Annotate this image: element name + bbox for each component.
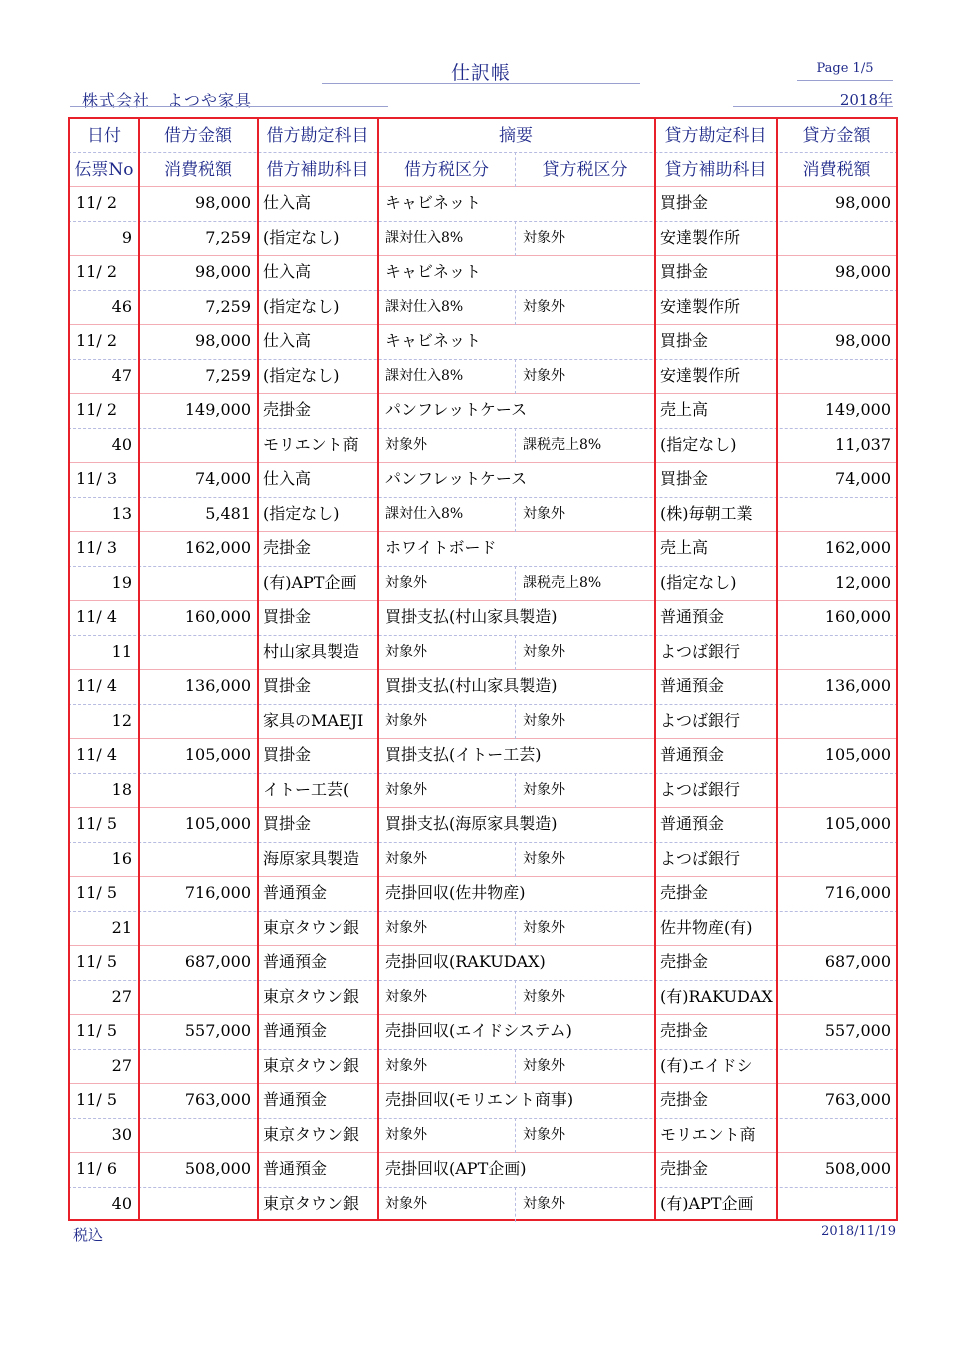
entry-debit-tax [139, 842, 251, 876]
entry-credit-account: 買掛金 [660, 331, 709, 350]
entry-credit-sub: (有)APT企画 [660, 1194, 754, 1213]
entry-summary: 買掛支払(村山家具製造) [385, 676, 558, 695]
entry-debit-sub: 東京タウン銀 [263, 918, 360, 937]
entry-credit-account: 普通預金 [660, 745, 725, 764]
entry-debit-account: 仕入高 [263, 469, 312, 488]
tax-class-divider [515, 497, 516, 532]
entry-debit-account: 普通預金 [263, 952, 328, 971]
entry-credit-account: 買掛金 [660, 262, 709, 281]
entry-debit-amount: 162,000 [184, 538, 251, 557]
col-header-debit-tax: 消費税額 [164, 160, 232, 180]
entry-credit-tax-class: 対象外 [523, 1058, 565, 1074]
col-header-debit-tax-class: 借方税区分 [404, 160, 489, 180]
report-title: 仕訳帳 [450, 62, 511, 84]
column-divider [257, 117, 259, 1221]
entry-slip-no: 12 [111, 711, 132, 730]
entry-credit-tax [777, 773, 891, 807]
entry-date: 11/ 3 [76, 538, 118, 557]
entry-debit-tax [139, 1187, 251, 1221]
entry-debit-tax [139, 773, 251, 807]
entry-summary: 買掛支払(村山家具製造) [385, 607, 558, 626]
entry-date: 11/ 5 [76, 952, 118, 971]
printed-date: 2018/11/19 [821, 1224, 896, 1239]
entry-credit-amount: 763,000 [824, 1090, 891, 1109]
entry-slip-no: 40 [111, 1194, 132, 1213]
entry-debit-amount: 98,000 [195, 331, 251, 350]
entry-date: 11/ 6 [76, 1159, 118, 1178]
entry-credit-sub: (有)エイドシ [660, 1056, 753, 1075]
tax-class-divider [515, 635, 516, 670]
entry-summary: パンフレットケース [385, 469, 528, 488]
entry-debit-amount: 136,000 [184, 676, 251, 695]
tax-mode-label: 税込 [73, 1226, 104, 1244]
entry-debit-amount: 508,000 [184, 1159, 251, 1178]
entry-credit-tax: 12,000 [835, 573, 891, 592]
entry-debit-sub: (指定なし) [263, 504, 340, 523]
entry-credit-sub: モリエント商 [660, 1125, 756, 1144]
entry-credit-tax [777, 1049, 891, 1083]
entry-credit-amount: 136,000 [824, 676, 891, 695]
entry-debit-account: 買掛金 [263, 745, 312, 764]
entry-debit-sub: (有)APT企画 [263, 573, 357, 592]
entry-credit-tax [777, 290, 891, 324]
entry-debit-amount: 687,000 [184, 952, 251, 971]
fiscal-year: 2018年 [839, 91, 893, 109]
entry-debit-amount: 160,000 [184, 607, 251, 626]
entry-credit-sub: (指定なし) [660, 573, 737, 592]
entry-debit-sub: モリエント商 [263, 435, 359, 454]
entry-credit-tax-class: 対象外 [523, 713, 565, 729]
entry-credit-tax-class: 課税売上8% [523, 575, 602, 591]
entry-debit-amount: 98,000 [195, 262, 251, 281]
entry-summary: ホワイトボード [385, 538, 497, 557]
entry-debit-amount: 105,000 [184, 814, 251, 833]
entry-debit-tax [139, 704, 251, 738]
entry-debit-tax-class: 対象外 [385, 782, 427, 798]
col-header-credit-tax: 消費税額 [802, 160, 871, 180]
entry-credit-amount: 105,000 [824, 814, 891, 833]
entry-credit-account: 普通預金 [660, 814, 725, 833]
col-header-date: 日付 [87, 126, 121, 146]
entry-debit-sub: (指定なし) [263, 297, 340, 316]
tax-class-divider [515, 980, 516, 1015]
entry-debit-sub: 東京タウン銀 [263, 1194, 360, 1213]
entry-debit-sub: 家具のMAEJI [263, 711, 364, 730]
entry-credit-amount: 716,000 [824, 883, 891, 902]
entry-summary: 売掛回収(佐井物産) [385, 883, 526, 902]
entry-debit-tax-class: 対象外 [385, 575, 427, 591]
entry-debit-tax: 7,259 [205, 297, 251, 316]
entry-debit-account: 買掛金 [263, 607, 312, 626]
entry-credit-tax [777, 842, 891, 876]
entry-credit-sub: (有)RAKUDAX [660, 987, 773, 1006]
entry-debit-account: 買掛金 [263, 814, 312, 833]
entry-debit-tax [139, 635, 251, 669]
entry-credit-sub: よつば銀行 [660, 780, 741, 799]
entry-debit-tax [139, 428, 251, 462]
entry-date: 11/ 5 [76, 814, 118, 833]
col-header-debit-amount: 借方金額 [164, 126, 232, 146]
tax-class-divider [515, 221, 516, 256]
entry-debit-tax-class: 対象外 [385, 713, 427, 729]
entry-slip-no: 13 [111, 504, 132, 523]
entry-debit-sub: (指定なし) [263, 366, 340, 385]
entry-debit-tax-class: 対象外 [385, 1127, 427, 1143]
tax-class-divider [515, 773, 516, 808]
entry-summary: キャビネット [385, 193, 482, 212]
entry-debit-tax: 7,259 [205, 228, 251, 247]
company-underline [70, 106, 388, 107]
entry-credit-tax [777, 635, 891, 669]
entry-credit-tax [777, 704, 891, 738]
entry-summary: キャビネット [385, 331, 482, 350]
entry-date: 11/ 3 [76, 469, 118, 488]
entry-credit-tax-class: 対象外 [523, 299, 565, 315]
tax-class-divider [515, 1118, 516, 1153]
entry-slip-no: 47 [111, 366, 132, 385]
entry-credit-amount: 557,000 [824, 1021, 891, 1040]
entry-date: 11/ 5 [76, 1090, 118, 1109]
entry-credit-tax-class: 対象外 [523, 644, 565, 660]
entry-slip-no: 18 [111, 780, 132, 799]
entry-debit-amount: 74,000 [195, 469, 251, 488]
column-divider [654, 117, 656, 1221]
entry-credit-tax-class: 対象外 [523, 1196, 565, 1212]
tax-class-divider [515, 704, 516, 739]
entry-credit-sub: (株)毎朝工業 [660, 504, 753, 523]
entry-debit-amount: 105,000 [184, 745, 251, 764]
entry-debit-sub: 東京タウン銀 [263, 987, 360, 1006]
entry-credit-sub: 佐井物産(有) [660, 918, 753, 937]
entry-debit-account: 普通預金 [263, 883, 328, 902]
company-name: 株式会社 よつや家具 [82, 91, 253, 110]
entry-summary: パンフレットケース [385, 400, 528, 419]
entry-debit-tax-class: 課対仕入8% [385, 506, 464, 522]
entry-slip-no: 19 [111, 573, 132, 592]
entry-credit-tax [777, 1187, 891, 1221]
entry-debit-tax-class: 対象外 [385, 851, 427, 867]
entry-debit-tax [139, 1049, 251, 1083]
entry-credit-sub: 安達製作所 [660, 366, 741, 385]
entry-summary: 売掛回収(RAKUDAX) [385, 952, 546, 971]
entry-date: 11/ 2 [76, 193, 118, 212]
col-header-debit-account: 借方勘定科目 [266, 126, 369, 146]
entry-credit-sub: よつば銀行 [660, 849, 741, 868]
entry-summary: 売掛回収(エイドシステム) [385, 1021, 572, 1040]
tax-class-divider [515, 359, 516, 394]
entry-credit-amount: 74,000 [835, 469, 891, 488]
entry-credit-account: 買掛金 [660, 469, 709, 488]
journal-table [68, 117, 898, 1221]
entry-date: 11/ 5 [76, 1021, 118, 1040]
entry-slip-no: 40 [111, 435, 132, 454]
entry-debit-sub: 東京タウン銀 [263, 1056, 360, 1075]
entry-credit-account: 普通預金 [660, 607, 725, 626]
entry-date: 11/ 4 [76, 745, 118, 764]
entry-debit-tax [139, 566, 251, 600]
entry-debit-sub: (指定なし) [263, 228, 340, 247]
entry-credit-account: 売上高 [660, 538, 709, 557]
entry-slip-no: 27 [111, 1056, 132, 1075]
entry-credit-tax [777, 221, 891, 255]
col-header-summary: 摘要 [499, 126, 533, 146]
entry-debit-account: 普通預金 [263, 1159, 328, 1178]
entry-credit-tax-class: 対象外 [523, 506, 565, 522]
page-underline [797, 80, 893, 81]
entry-credit-amount: 98,000 [835, 193, 891, 212]
col-header-credit-amount: 貸方金額 [802, 126, 871, 146]
entry-date: 11/ 4 [76, 676, 118, 695]
entry-debit-tax [139, 911, 251, 945]
entry-credit-account: 売上高 [660, 400, 709, 419]
entry-debit-account: 仕入高 [263, 262, 312, 281]
entry-debit-amount: 149,000 [184, 400, 251, 419]
entry-debit-amount: 98,000 [195, 193, 251, 212]
entry-debit-sub: 東京タウン銀 [263, 1125, 360, 1144]
entry-slip-no: 21 [111, 918, 132, 937]
entry-summary: キャビネット [385, 262, 482, 281]
tax-class-divider [515, 1187, 516, 1222]
entry-debit-account: 仕入高 [263, 193, 312, 212]
entry-credit-tax-class: 対象外 [523, 1127, 565, 1143]
entry-credit-tax [777, 980, 891, 1014]
entry-debit-amount: 557,000 [184, 1021, 251, 1040]
entry-credit-amount: 162,000 [824, 538, 891, 557]
entry-summary: 売掛回収(APT企画) [385, 1159, 527, 1178]
title-underline [322, 83, 640, 84]
entry-credit-tax-class: 対象外 [523, 920, 565, 936]
entry-debit-sub: 村山家具製造 [263, 642, 360, 661]
entry-credit-sub: よつば銀行 [660, 711, 741, 730]
entry-debit-tax [139, 1118, 251, 1152]
entry-debit-sub: イトー工芸( [263, 780, 350, 799]
entry-slip-no: 46 [111, 297, 132, 316]
entry-debit-tax-class: 対象外 [385, 437, 427, 453]
entry-credit-account: 売掛金 [660, 1159, 709, 1178]
tax-class-divider [515, 290, 516, 325]
entry-slip-no: 9 [121, 228, 132, 247]
entry-debit-account: 普通預金 [263, 1090, 328, 1109]
entry-debit-tax-class: 課対仕入8% [385, 230, 464, 246]
entry-debit-account: 普通預金 [263, 1021, 328, 1040]
entry-credit-amount: 98,000 [835, 331, 891, 350]
entry-credit-account: 売掛金 [660, 883, 709, 902]
entry-debit-amount: 716,000 [184, 883, 251, 902]
entry-date: 11/ 5 [76, 883, 118, 902]
entry-credit-amount: 98,000 [835, 262, 891, 281]
entry-credit-amount: 105,000 [824, 745, 891, 764]
entry-credit-account: 買掛金 [660, 193, 709, 212]
entry-summary: 買掛支払(イトー工芸) [385, 745, 542, 764]
entry-credit-tax-class: 課税売上8% [523, 437, 602, 453]
entry-debit-tax-class: 対象外 [385, 1196, 427, 1212]
entry-debit-sub: 海原家具製造 [263, 849, 360, 868]
entry-credit-account: 売掛金 [660, 952, 709, 971]
entry-credit-account: 売掛金 [660, 1021, 709, 1040]
entry-credit-tax [777, 1118, 891, 1152]
col-header-slip-no: 伝票No [74, 160, 134, 180]
tax-class-divider [515, 428, 516, 463]
entry-debit-amount: 763,000 [184, 1090, 251, 1109]
entry-slip-no: 27 [111, 987, 132, 1006]
entry-debit-tax: 7,259 [205, 366, 251, 385]
tax-class-divider [515, 566, 516, 601]
entry-slip-no: 16 [111, 849, 132, 868]
page-indicator: Page 1/5 [816, 61, 874, 76]
entry-credit-amount: 149,000 [824, 400, 891, 419]
entry-credit-tax: 11,037 [835, 435, 891, 454]
entry-credit-amount: 508,000 [824, 1159, 891, 1178]
entry-credit-amount: 687,000 [824, 952, 891, 971]
entry-debit-tax-class: 対象外 [385, 644, 427, 660]
entry-credit-tax [777, 497, 891, 531]
entry-credit-tax-class: 対象外 [523, 782, 565, 798]
entry-credit-amount: 160,000 [824, 607, 891, 626]
entry-debit-tax-class: 対象外 [385, 920, 427, 936]
entry-debit-tax-class: 対象外 [385, 1058, 427, 1074]
entry-slip-no: 30 [111, 1125, 132, 1144]
tax-class-divider [515, 842, 516, 877]
entry-summary: 買掛支払(海原家具製造) [385, 814, 558, 833]
entry-credit-tax [777, 359, 891, 393]
entry-slip-no: 11 [111, 642, 132, 661]
entry-date: 11/ 2 [76, 331, 118, 350]
entry-summary: 売掛回収(モリエント商事) [385, 1090, 574, 1109]
entry-debit-tax: 5,481 [205, 504, 251, 523]
entry-date: 11/ 2 [76, 400, 118, 419]
tax-class-divider [515, 1049, 516, 1084]
entry-credit-account: 普通預金 [660, 676, 725, 695]
col-header-credit-account: 貸方勘定科目 [664, 126, 767, 146]
entry-credit-sub: 安達製作所 [660, 297, 741, 316]
entry-credit-tax-class: 対象外 [523, 230, 565, 246]
entry-credit-tax-class: 対象外 [523, 851, 565, 867]
entry-debit-tax-class: 課対仕入8% [385, 299, 464, 315]
column-divider [377, 117, 379, 1221]
entry-debit-account: 仕入高 [263, 331, 312, 350]
entry-debit-tax-class: 課対仕入8% [385, 368, 464, 384]
tax-class-divider [515, 911, 516, 946]
entry-date: 11/ 4 [76, 607, 118, 626]
entry-credit-tax-class: 対象外 [523, 368, 565, 384]
entry-credit-sub: 安達製作所 [660, 228, 741, 247]
entry-credit-sub: (指定なし) [660, 435, 737, 454]
entry-credit-tax-class: 対象外 [523, 989, 565, 1005]
entry-credit-tax [777, 911, 891, 945]
entry-credit-sub: よつば銀行 [660, 642, 741, 661]
entry-debit-account: 売掛金 [263, 538, 312, 557]
entry-debit-tax-class: 対象外 [385, 989, 427, 1005]
col-header-debit-sub: 借方補助科目 [266, 160, 369, 180]
entry-date: 11/ 2 [76, 262, 118, 281]
entry-debit-account: 買掛金 [263, 676, 312, 695]
entry-debit-tax [139, 980, 251, 1014]
entry-debit-account: 売掛金 [263, 400, 312, 419]
year-underline [733, 106, 893, 107]
col-header-credit-tax-class: 貸方税区分 [542, 160, 628, 180]
col-header-credit-sub: 貸方補助科目 [664, 160, 767, 180]
entry-credit-account: 売掛金 [660, 1090, 709, 1109]
